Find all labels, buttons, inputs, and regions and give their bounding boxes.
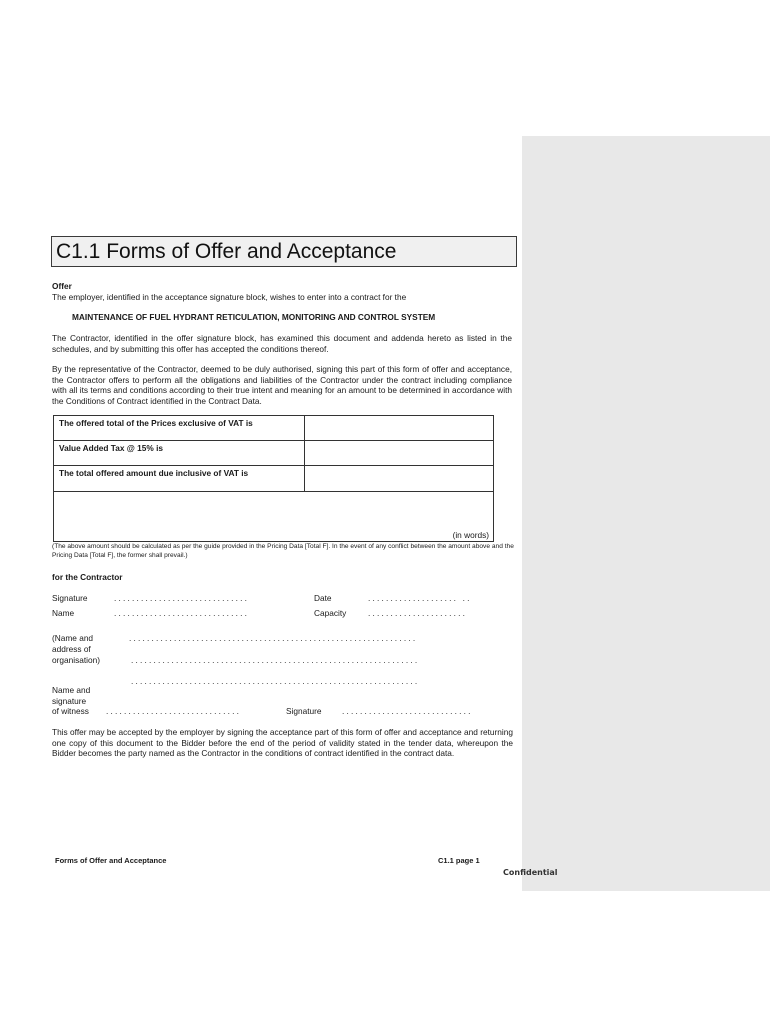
date-line[interactable]: .................... .. [368, 593, 472, 603]
comment-pane [522, 136, 770, 891]
offer-paragraph-1: The Contractor, identified in the offer signature block, has examined this document and addenda hereto as listed in the schedules, and by submitting this offer has accepted the conditions thereof. [52, 333, 512, 354]
vat-field[interactable] [304, 441, 493, 465]
footer-left: Forms of Offer and Acceptance [55, 856, 167, 865]
price-row-excl-vat [54, 416, 493, 441]
capacity-label: Capacity [314, 608, 347, 618]
price-note: (The above amount should be calculated as per the guide provided in the Pricing Data [Total F]. In the event of any conflict between the amount above and the Pricing Data [Total F], the former shall prevail.) [52, 543, 514, 559]
contractor-heading: for the Contractor [52, 572, 123, 582]
section-title: C1.1 Forms of Offer and Acceptance [56, 240, 397, 263]
closing-paragraph: This offer may be accepted by the employer by signing the acceptance part of this form of offer and acceptance and returning one copy of this document to the Bidder before the end of the period of validity stated in the tender data, whereupon the Bidder becomes the party named as the Contractor in the conditions of contract identified in the contract data. [52, 727, 513, 758]
price-table [53, 415, 494, 542]
org-line-1[interactable]: ................................................................ [129, 633, 418, 643]
witness-signature-label: Signature [286, 706, 322, 716]
section-title-box [51, 236, 517, 267]
offer-heading: Offer [52, 281, 72, 291]
org-line-2[interactable]: ................................................................ [131, 655, 420, 665]
price-excl-vat-field[interactable] [304, 416, 493, 440]
org-label-line-3: organisation) [52, 655, 100, 665]
date-label: Date [314, 593, 332, 603]
offer-paragraph-2: By the representative of the Contractor, deemed to be duly authorised, signing this part of this form of offer and acceptance, the Contractor offers to perform all the obligations and liabilities of the Contractor under the contract including compliance with all its terms and conditions according to their true intent and meaning for an amount to be determined in accordance with the Conditions of Contract identified in the Contract Data. [52, 364, 512, 406]
org-label-line-2: address of [52, 644, 91, 654]
amount-in-words-field[interactable] [54, 492, 493, 541]
price-incl-vat-field[interactable] [304, 466, 493, 491]
org-line-3[interactable]: ................................................................ [131, 676, 420, 686]
witness-label-line-1: Name and [52, 685, 91, 695]
offer-intro: The employer, identified in the acceptance signature block, wishes to enter into a contract for the [52, 292, 407, 302]
project-name: MAINTENANCE OF FUEL HYDRANT RETICULATION, MONITORING AND CONTROL SYSTEM [72, 312, 436, 322]
confidential-label: Confidential [503, 868, 558, 877]
price-row-vat [54, 441, 493, 466]
name-line[interactable]: .............................. [114, 608, 250, 618]
footer-page-number: C1.1 page 1 [438, 856, 480, 865]
in-words-label: (in words) [452, 529, 489, 540]
signature-label: Signature [52, 593, 88, 603]
price-row-label: Value Added Tax @ 15% is [59, 443, 164, 453]
witness-label-line-2: signature [52, 696, 87, 706]
price-row-incl-vat [54, 466, 493, 492]
signature-line[interactable]: .............................. [114, 593, 250, 603]
price-row-label: The offered total of the Prices exclusive of VAT is [59, 418, 253, 428]
witness-name-line[interactable]: .............................. [106, 706, 242, 716]
price-row-label: The total offered amount due inclusive of VAT is [59, 468, 249, 478]
capacity-line[interactable]: ...................... [368, 608, 468, 618]
org-label-line-1: (Name and [52, 633, 94, 643]
witness-label-line-3: of witness [52, 706, 89, 716]
name-label: Name [52, 608, 75, 618]
witness-signature-line[interactable]: ............................. [342, 706, 473, 716]
